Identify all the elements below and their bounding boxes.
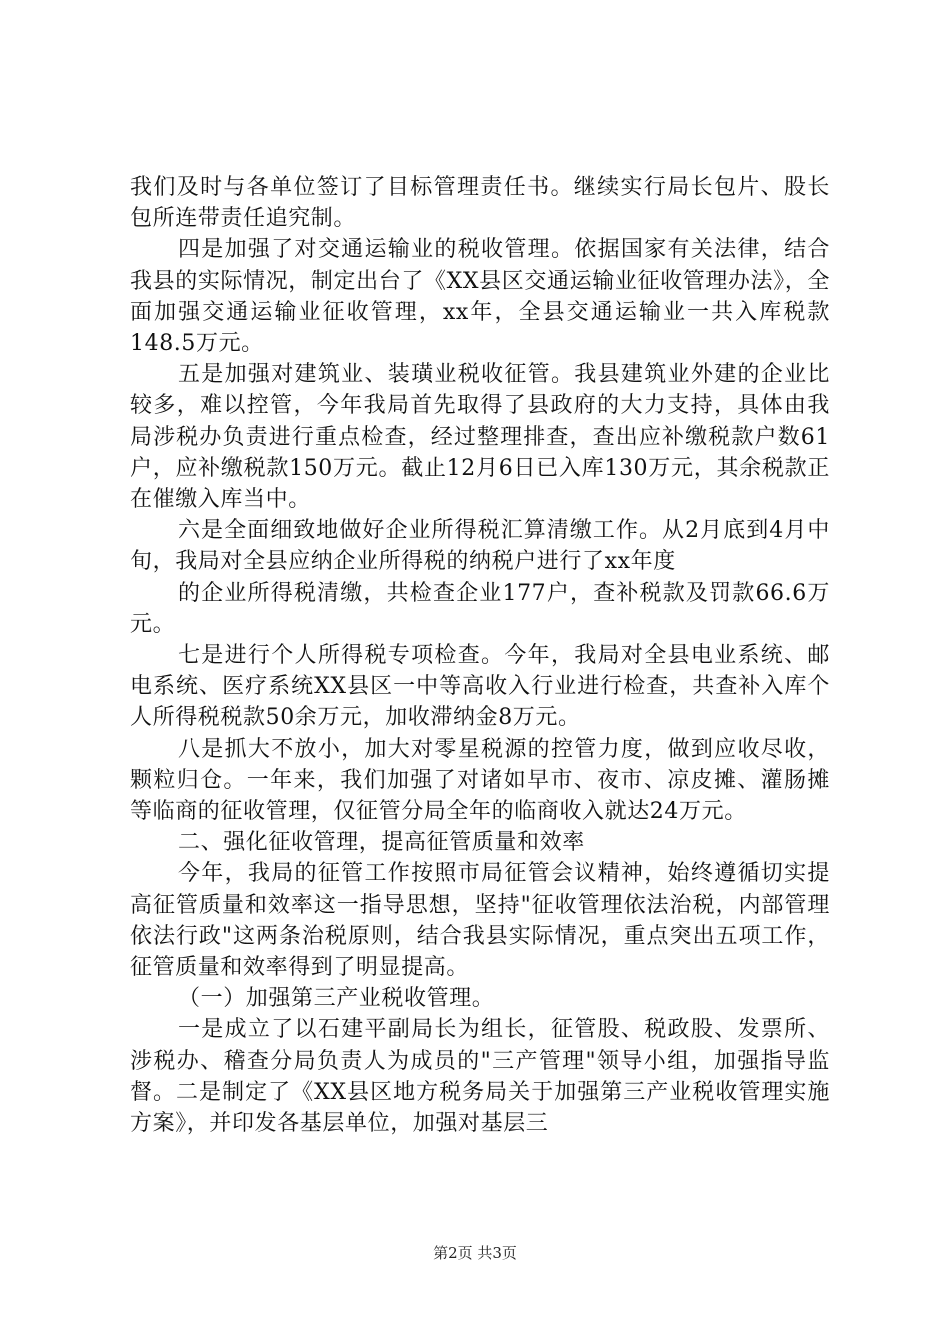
- paragraph-5: 的企业所得税清缴，共检查企业177户，查补税款及罚款66.6万元。: [130, 580, 830, 637]
- section-heading: 二、强化征收管理，提高征管质量和效率: [178, 830, 585, 856]
- paragraph-7: 八是抓大不放小，加大对零星税源的控管力度，做到应收尽收，颗粒归仓。一年来，我们加强了对诸如早市、夜市、凉皮摊、灌肠摊等临商的征收管理，仅征管分局全年的临商收入就达24万元。: [130, 736, 830, 825]
- page-number: 第2页 共3页: [433, 1244, 517, 1262]
- paragraph-6: 七是进行个人所得税专项检查。今年，我局对全县电业系统、邮电系统、医疗系统XX县区一中等高收入行业进行检查，共查补入库个人所得税税款50余万元，加收滞纳金8万元。: [130, 643, 830, 731]
- document-body: [130, 172, 830, 1139]
- paragraph-1: 我们及时与各单位签订了目标管理责任书。继续实行局长包片、股长包所连带责任追究制。: [130, 175, 830, 232]
- paragraph-9: 一是成立了以石建平副局长为组长，征管股、税政股、发票所、涉税办、稽查分局负责人为成员的"三产管理"领导小组，加强指导监督。二是制定了《XX县区地方税务局关于加强第三产业税收管理实施方案》，并印发各基层单位，加强对基层三: [130, 1017, 830, 1137]
- paragraph-3: 五是加强对建筑业、装璜业税收征管。我县建筑业外建的企业比较多，难以控管，今年我局首先取得了县政府的大力支持，具体由我局涉税办负责进行重点检查，经过整理排查，查出应补缴税款户数61户，应补缴税款150万元。截止12月6日已入库130万元，其余税款正在催缴入库当中。: [130, 362, 830, 513]
- paragraph-2: 四是加强了对交通运输业的税收管理。依据国家有关法律，结合我县的实际情况，制定出台了《XX县区交通运输业征收管理办法》，全面加强交通运输业征收管理，xx年，全县交通运输业一共入库税款148.5万元。: [130, 237, 830, 357]
- paragraph-4: 六是全面细致地做好企业所得税汇算清缴工作。从2月底到4月中旬，我局对全县应纳企业所得税的纳税户进行了xx年度: [130, 518, 830, 575]
- paragraph-8: 今年，我局的征管工作按照市局征管会议精神，始终遵循切实提高征管质量和效率这一指导思想，坚持"征收管理依法治税，内部管理依法行政"这两条治税原则，结合我县实际情况，重点突出五项工作，征管质量和效率得到了明显提高。: [130, 861, 830, 981]
- subsection-heading: （一）加强第三产业税收管理。: [178, 986, 495, 1012]
